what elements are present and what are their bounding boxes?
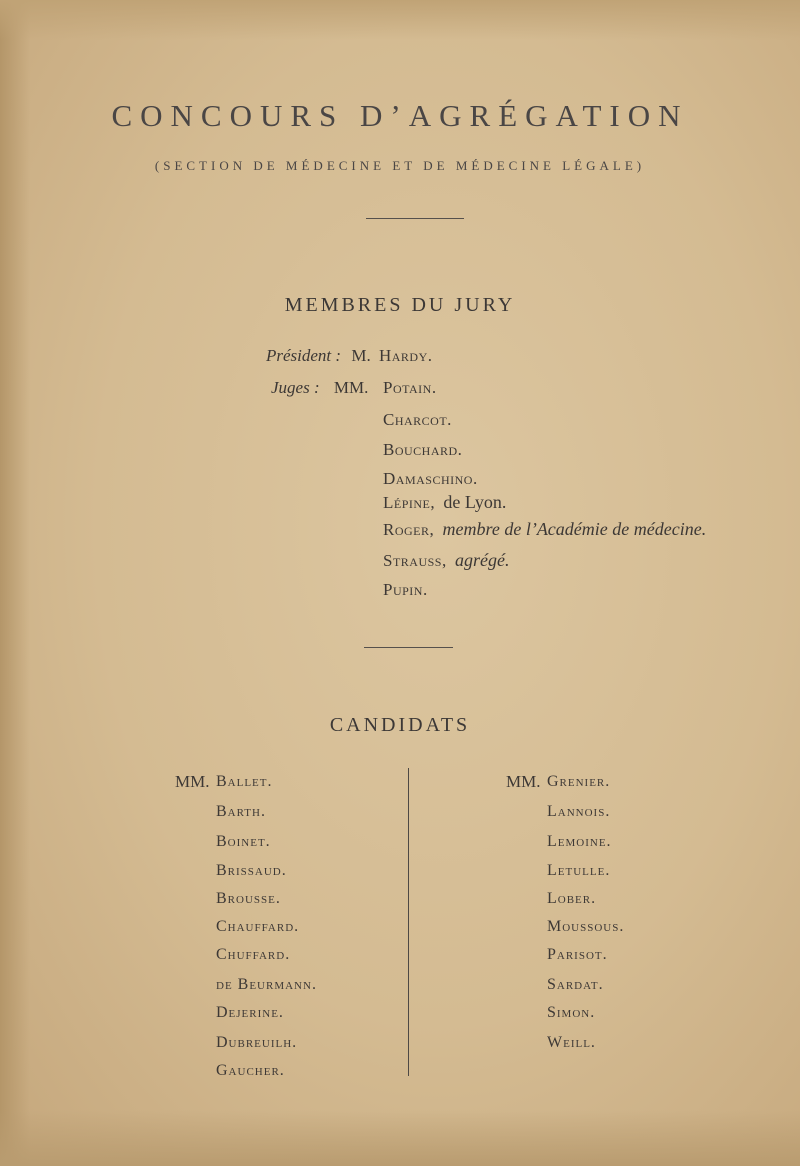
candidate-name: Dubreuilh.	[216, 1034, 298, 1051]
candidate-name: Simon.	[547, 1004, 596, 1021]
candidate-name: Weill.	[547, 1034, 596, 1051]
candidate-name: Parisot.	[547, 946, 608, 963]
judges-label: Juges :	[271, 378, 320, 397]
judge-entry	[383, 492, 506, 513]
candidates-prefix-left: MM.	[175, 772, 210, 791]
judge-name: Roger,	[383, 520, 435, 539]
judge-note: de Lyon.	[443, 492, 507, 512]
judge-name: Charcot.	[383, 410, 452, 429]
candidate-name: Brousse.	[216, 890, 281, 907]
candidate-name: Ballet.	[216, 773, 273, 790]
judges-line	[271, 378, 368, 398]
judge-note: agrégé.	[454, 550, 510, 570]
candidate-name: Lemoine.	[547, 833, 612, 850]
page-edge-shadow	[0, 0, 30, 1166]
jury-heading: MEMBRES DU JURY	[284, 294, 516, 316]
candidate-name: Barth.	[216, 803, 266, 820]
judge-name: Pupin.	[383, 580, 428, 599]
candidate-name: Letulle.	[547, 862, 611, 879]
divider-rule	[364, 647, 453, 648]
judge-name: Strauss,	[383, 551, 447, 570]
candidate-name: de Beurmann.	[216, 976, 317, 993]
candidates-heading: CANDIDATS	[329, 714, 471, 736]
judge-name: Lépine,	[383, 493, 436, 512]
candidate-name: Moussous.	[547, 918, 625, 935]
candidate-name: Chuffard.	[216, 946, 291, 963]
candidate-name: Grenier.	[547, 773, 611, 790]
judge-entry	[383, 550, 509, 571]
column-divider	[408, 768, 409, 1076]
judge-name: Damaschino.	[383, 469, 478, 488]
candidates-prefix-right: MM.	[506, 772, 541, 791]
president-label: Président :	[266, 346, 342, 365]
judge-entry	[383, 410, 452, 430]
president-prefix: M.	[351, 346, 371, 365]
page-edge-shadow	[0, 1110, 800, 1166]
page-edge-shadow	[0, 0, 800, 40]
page-title: CONCOURS D’AGRÉGATION	[111, 98, 689, 133]
page-subtitle: (SECTION DE MÉDECINE ET DE MÉDECINE LÉGALE)	[154, 158, 646, 173]
judge-note: membre de l’Académie de médecine.	[442, 519, 707, 539]
president-name: Hardy.	[378, 346, 433, 365]
judge-name: Potain.	[383, 378, 437, 397]
candidate-name: Lober.	[547, 890, 597, 907]
candidate-name: Gaucher.	[216, 1062, 285, 1079]
judge-entry	[383, 519, 706, 540]
judge-entry	[383, 440, 462, 460]
candidate-name: Chauffard.	[216, 918, 300, 935]
judge-entry	[383, 469, 478, 489]
judge-entry	[383, 580, 428, 600]
judges-prefix: MM.	[333, 378, 369, 397]
candidate-name: Lannois.	[547, 803, 611, 820]
judge-entry	[383, 378, 437, 398]
candidate-name: Sardat.	[547, 976, 604, 993]
judge-name: Bouchard.	[383, 440, 463, 459]
candidate-name: Dejerine.	[216, 1004, 284, 1021]
candidate-name: Boinet.	[216, 833, 271, 850]
divider-rule	[366, 218, 464, 219]
candidate-name: Brissaud.	[216, 862, 287, 879]
president-line	[266, 346, 432, 366]
